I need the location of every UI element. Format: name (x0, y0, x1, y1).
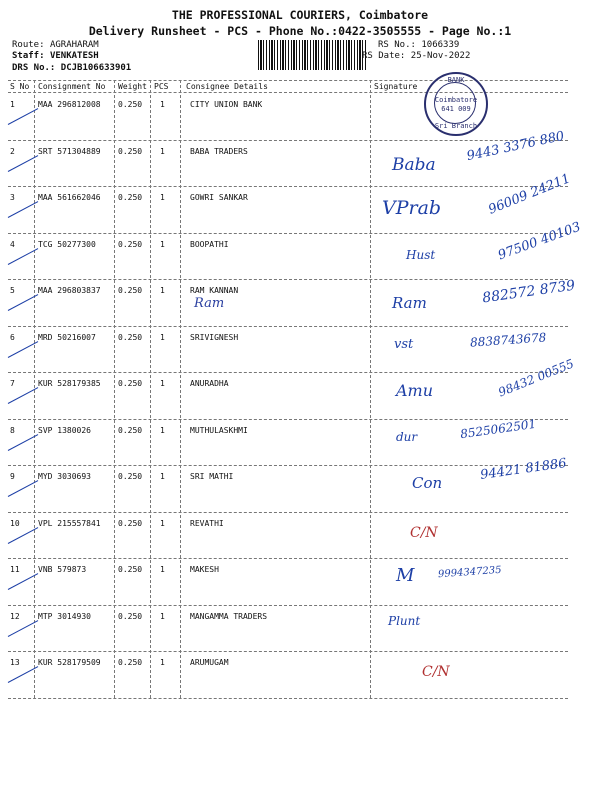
row-pcs: 1 (160, 146, 165, 156)
row-consignee: ARUMUGAM (190, 658, 229, 667)
row-signature: vst (394, 336, 414, 352)
row-consignment-no: VNB 579873 (38, 565, 87, 574)
row-signature: Baba (392, 154, 436, 175)
row-divider (8, 279, 568, 280)
row-signature: Plunt (388, 613, 421, 628)
row-consignment-no: MRD 50216007 (38, 332, 96, 342)
rs-date-value: 25-Nov-2022 (410, 51, 471, 61)
row-consignee: MUTHULASKHMI (190, 425, 248, 435)
row-phone: 98432 00555 (496, 356, 576, 400)
row-pcs: 1 (160, 332, 165, 342)
row-sno: 1 (10, 100, 15, 109)
row-signature: C/N (422, 664, 450, 680)
row-consignment-no: SVP 1380026 (38, 425, 91, 435)
row-signature: M (396, 565, 415, 586)
runsheet-subtitle: Delivery Runsheet - PCS - Phone No.:0422-3505555 - Page No.:1 (88, 24, 512, 38)
row-signature: Ram (392, 294, 427, 312)
row-weight: 0.250 (118, 472, 143, 481)
row-consignee: ANURADHA (190, 379, 229, 388)
bank-stamp (424, 72, 488, 136)
row-consignment-no: MAA 561662046 (38, 193, 101, 202)
row-weight: 0.250 (118, 100, 143, 109)
row-weight: 0.250 (118, 193, 143, 202)
row-divider (8, 512, 568, 513)
row-divider (8, 465, 568, 466)
row-phone: 882572 8739 (481, 277, 577, 307)
rs-no-line (378, 40, 459, 50)
runsheet-table (8, 80, 583, 698)
drs-value: DCJB106633901 (60, 63, 132, 73)
col-header-weight: Weight (118, 82, 147, 91)
row-consignee: GOWRI SANKAR (190, 193, 248, 202)
row-weight: 0.250 (118, 518, 143, 528)
row-weight: 0.250 (118, 379, 143, 388)
staff-label: Staff: (12, 51, 45, 61)
stamp-code-text: 641 009 (441, 105, 471, 113)
staff-line (12, 51, 99, 61)
row-pcs: 1 (160, 193, 165, 202)
drs-line (12, 63, 131, 73)
row-sno: 8 (10, 425, 15, 435)
row-sno: 11 (10, 565, 20, 574)
staff-value: VENKATESH (49, 51, 99, 61)
row-divider (8, 186, 568, 187)
row-pcs: 1 (160, 518, 165, 528)
row-consignment-no: MYD 3030693 (38, 472, 91, 481)
row-phone: 8838743678 (469, 329, 547, 350)
barcode (258, 40, 366, 70)
row-consignee: RAM KANNAN (190, 286, 239, 295)
drs-label: DRS No.: (12, 63, 56, 73)
row-sno: 5 (10, 286, 15, 295)
row-consignee: REVATHI (190, 518, 224, 528)
row-phone: 9994347235 (437, 564, 502, 581)
row-divider (8, 698, 568, 699)
row-weight: 0.250 (118, 425, 143, 435)
row-divider (8, 651, 568, 652)
row-signature: dur (396, 429, 418, 444)
route-value: AGRAHARAM (49, 40, 99, 50)
row-signature: Hust (406, 247, 436, 262)
row-weight: 0.250 (118, 658, 143, 667)
row-divider (8, 140, 568, 141)
row-sno: 12 (10, 611, 20, 621)
stamp-top-text: BANK (447, 76, 465, 84)
col-header-consignment: Consignment No (38, 82, 106, 91)
row5-handwritten-note: Ram (194, 296, 225, 311)
col-header-pcs: PCS (154, 82, 169, 91)
row-sno: 7 (10, 379, 15, 388)
row-consignment-no: MAA 296812008 (38, 100, 101, 109)
row-divider (8, 372, 568, 373)
row-sno: 6 (10, 332, 15, 342)
row-signature: Amu (396, 381, 434, 400)
row-signature: Con (412, 474, 443, 492)
row-divider (8, 558, 568, 559)
row-pcs: 1 (160, 472, 165, 481)
col-header-consignee: Consignee Details (186, 82, 268, 91)
row-weight: 0.250 (118, 565, 143, 574)
row-pcs: 1 (160, 658, 165, 667)
row-pcs: 1 (160, 286, 165, 295)
rs-no-value: 1066339 (421, 40, 460, 50)
route-label: Route: (12, 40, 45, 50)
row-weight: 0.250 (118, 146, 143, 156)
route-line (12, 40, 99, 50)
row-phone: 9443 3376 880 (465, 128, 566, 164)
row-sno: 2 (10, 146, 15, 156)
row-phone: 8525062501 (459, 416, 537, 441)
row-pcs: 1 (160, 425, 165, 435)
row-consignee: MAKESH (190, 565, 219, 574)
row-divider (8, 326, 568, 327)
stamp-mid-text: Coimbatore (434, 96, 478, 104)
row-phone: 96009 24211 (486, 171, 573, 218)
row-consignee: CITY UNION BANK (190, 100, 263, 109)
row-phone: 97500 40103 (496, 219, 583, 263)
rs-date-line (362, 51, 470, 61)
row-sno: 4 (10, 239, 15, 249)
row-weight: 0.250 (118, 286, 143, 295)
row-sno: 10 (10, 518, 20, 528)
rs-no-label: RS No.: (378, 40, 416, 50)
row-consignment-no: VPL 215557841 (38, 518, 101, 528)
row-pcs: 1 (160, 611, 165, 621)
row-pcs: 1 (160, 565, 165, 574)
row-sno: 13 (10, 658, 20, 667)
row-consignee: BABA TRADERS (190, 146, 248, 156)
row-weight: 0.250 (118, 611, 143, 621)
row-pcs: 1 (160, 379, 165, 388)
row-pcs: 1 (160, 239, 165, 249)
row-weight: 0.250 (118, 239, 143, 249)
row-phone: 94421 81886 (479, 456, 568, 483)
row-sno: 9 (10, 472, 15, 481)
row-consignee: BOOPATHI (190, 239, 229, 249)
stamp-bottom-text: Sri Branch (434, 122, 478, 130)
row-consignee: SRIVIGNESH (190, 332, 239, 342)
company-title: THE PROFESSIONAL COURIERS, Coimbatore (171, 8, 429, 22)
row-signature: C/N (410, 524, 438, 541)
row-signature: VPrab (382, 197, 442, 219)
row-pcs: 1 (160, 100, 165, 109)
col-header-sno: S No (10, 82, 30, 91)
row-sno: 3 (10, 193, 15, 202)
row-divider (8, 233, 568, 234)
row-consignee: SRI MATHI (190, 472, 234, 481)
row-consignment-no: MAA 296803837 (38, 286, 101, 295)
rs-date-label: RS Date: (362, 51, 406, 61)
row-divider (8, 605, 568, 606)
row-consignment-no: KUR 528179509 (38, 658, 101, 667)
row-consignee: MANGAMMA TRADERS (190, 611, 268, 621)
row-divider (8, 419, 568, 420)
col-header-signature: Signature (374, 82, 418, 91)
row-consignment-no: MTP 3014930 (38, 611, 91, 621)
row-consignment-no: TCG 50277300 (38, 239, 96, 249)
row-consignment-no: KUR 528179385 (38, 379, 101, 388)
row-consignment-no: SRT 571304889 (38, 146, 101, 156)
row-weight: 0.250 (118, 332, 143, 342)
